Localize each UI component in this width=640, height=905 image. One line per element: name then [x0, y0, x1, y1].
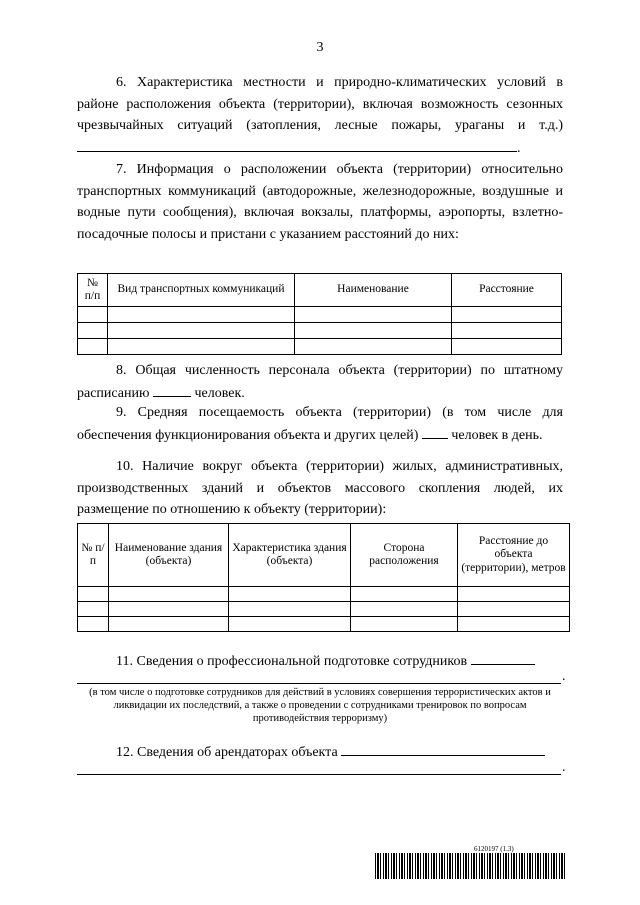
item-12-paragraph [77, 741, 563, 764]
buildings-table-header: Наименование здания (объекта) [109, 524, 229, 587]
item-11-text: 11. Сведения о профессиональной подготовке сотрудников [116, 654, 468, 669]
table-cell[interactable] [229, 602, 351, 617]
table-cell[interactable] [458, 587, 570, 602]
item-10-text: 10. Наличие вокруг объекта (территории) жилых, административных, производственных зданий и объектов массового скопления людей, их размещение по отношению к объекту (территории): [77, 459, 563, 517]
item-8-text: 8. Общая численность персонала объекта (территории) по штатному расписанию [77, 363, 563, 401]
table-row [78, 323, 562, 339]
buildings-table-header: Характеристика здания (объекта) [229, 524, 351, 587]
item-10-paragraph [77, 456, 563, 521]
transport-table [77, 273, 562, 355]
item-8-fill-line[interactable] [153, 382, 191, 397]
item-12-fill-line-2[interactable] [77, 774, 561, 775]
item-11-note: (в том числе о подготовке сотрудников для действий в условиях совершения террористических актов и ликвидации их последствий, а также о проведении с сотрудниками тренировок по вопросам противодействия терроризму) [89, 687, 551, 724]
transport-table-header: Расстояние [452, 274, 562, 307]
barcode [375, 853, 565, 879]
table-cell[interactable] [78, 602, 109, 617]
buildings-table-header: № п/п [78, 524, 109, 587]
page-number: 3 [316, 40, 324, 55]
item-6-paragraph: 6. Характеристика местности и природно-климатических условий в районе расположения объекта (территории), включая возможность сезонных чрезвычайных ситуаций (затопления, лесные пожары, ураганы и т.д.) . [77, 75, 563, 156]
buildings-table-header: Расстояние до объекта (территории), метров [458, 524, 570, 587]
document-serial: 6120197 (1.3) [474, 845, 514, 853]
table-cell[interactable] [78, 323, 108, 339]
table-cell[interactable] [229, 587, 351, 602]
table-cell[interactable] [452, 339, 562, 355]
table-cell[interactable] [452, 323, 562, 339]
buildings-table [77, 523, 570, 632]
table-cell[interactable] [109, 602, 229, 617]
table-cell[interactable] [295, 307, 452, 323]
item-7-paragraph [77, 159, 563, 245]
item-9-fill-line[interactable] [422, 424, 448, 439]
table-row [78, 339, 562, 355]
transport-table-header: Вид транспортных коммуникаций [108, 274, 295, 307]
table-row [78, 307, 562, 323]
table-cell[interactable] [109, 587, 229, 602]
table-cell[interactable] [78, 339, 108, 355]
table-cell[interactable] [108, 339, 295, 355]
transport-table-header: № п/п [78, 274, 108, 307]
table-cell[interactable] [458, 602, 570, 617]
item-11-fill-line-2[interactable] [77, 683, 561, 684]
table-cell[interactable] [351, 602, 458, 617]
table-cell[interactable] [351, 617, 458, 632]
table-cell[interactable] [452, 307, 562, 323]
table-cell[interactable] [78, 587, 109, 602]
buildings-table-header: Сторона расположения [351, 524, 458, 587]
table-cell[interactable] [295, 323, 452, 339]
table-cell[interactable] [108, 323, 295, 339]
transport-table-header: Наименование [295, 274, 452, 307]
item-6-fill-line[interactable] [77, 137, 517, 152]
item-8-paragraph: 8. Общая численность персонала объекта (территории) по штатному расписанию человек. [77, 363, 563, 401]
item-9-paragraph: 9. Средняя посещаемость объекта (территории) (в том числе для обеспечения функционирования объекта и других целей) человек в день. [77, 405, 563, 443]
table-cell[interactable] [229, 617, 351, 632]
table-row [78, 602, 570, 617]
table-row [78, 617, 570, 632]
item-6-text: 6. Характеристика местности и природно-климатических условий в районе расположения объекта (территории), включая возможность сезонных чрезвычайных ситуаций (затопления, лесные пожары, ураганы и т.д.) [77, 75, 563, 133]
item-7-text: 7. Информация о расположении объекта (территории) относительно транспортных коммуникаций (автодорожные, железнодорожные, воздушные и водные пути сообщения), включая вокзалы, платформы, аэропорты, взлетно-посадочные полосы и пристани с указанием расстояний до них: [77, 162, 563, 242]
table-cell[interactable] [295, 339, 452, 355]
table-cell[interactable] [351, 587, 458, 602]
table-cell[interactable] [78, 617, 109, 632]
item-12-text: 12. Сведения об арендаторах объекта [116, 745, 338, 760]
table-row [78, 587, 570, 602]
table-cell[interactable] [458, 617, 570, 632]
item-11-fill-line[interactable] [471, 650, 535, 665]
table-cell[interactable] [109, 617, 229, 632]
table-cell[interactable] [78, 307, 108, 323]
table-cell[interactable] [108, 307, 295, 323]
item-9-text: 9. Средняя посещаемость объекта (территории) (в том числе для обеспечения функционирования объекта и других целей) [77, 405, 563, 443]
item-11-paragraph [77, 650, 563, 673]
item-12-fill-line[interactable] [341, 741, 545, 756]
